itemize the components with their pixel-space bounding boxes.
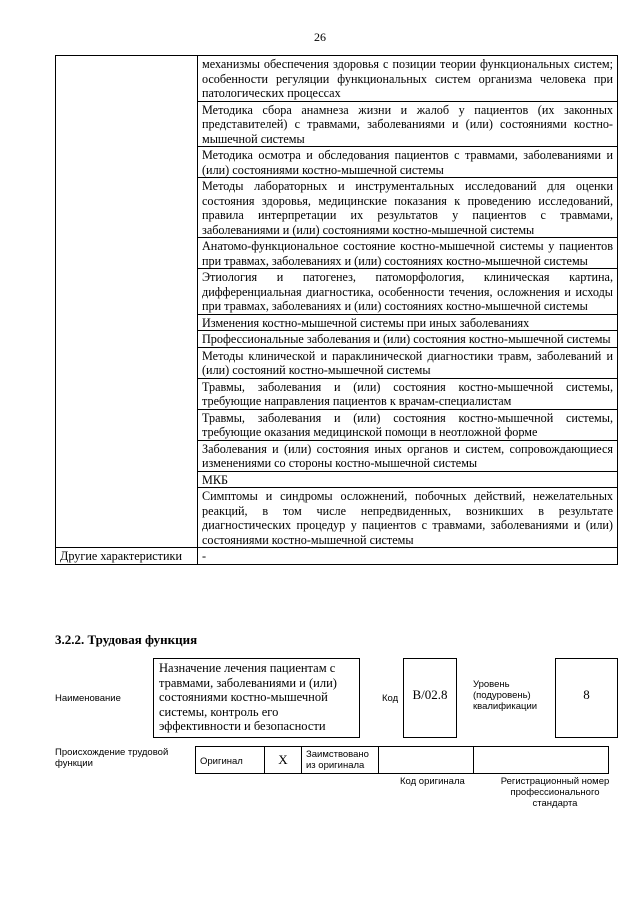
table-cell: Этиология и патогенез, патоморфология, клиническая картина, дифференциальная диагностика, особенности течения, осложнения и исходы при травмах, заболеваниях и (или) состояниях костно-мышечной системы [198, 269, 618, 315]
table-cell: Методика осмотра и обследования пациентов с травмами, заболеваниями и (или) состояниями костно-мышечной системы [198, 147, 618, 178]
knowledge-table [55, 55, 618, 565]
code-original-label: Код оригинала [400, 776, 465, 787]
origin-table [195, 746, 609, 774]
level-label: Уровень (подуровень) квалификации [473, 679, 538, 712]
code-label: Код [382, 693, 399, 704]
table-left-cell [56, 56, 198, 548]
table-row [56, 548, 618, 565]
borrowed-cell: Заимствовано из оригинала [302, 747, 379, 774]
function-code-box: B/02.8 [403, 658, 457, 738]
other-characteristics-label: Другие характеристики [56, 548, 198, 565]
name-label: Наименование [55, 693, 121, 704]
table-cell: Методика сбора анамнеза жизни и жалоб у пациентов (их законных представителей) с травмами, заболеваниями и (или) состояниями костно-мышечной системы [198, 101, 618, 147]
table-cell: Травмы, заболевания и (или) состояния костно-мышечной системы, требующие направления пациентов к врачам-специалистам [198, 378, 618, 409]
table-cell: Методы лабораторных и инструментальных исследований для оценки состояния здоровья, медицинские показания к проведению исследований, правила интерпретации их результатов у пациентов с травмами, заболеваниями и (или) состояниями костно-мышечной системы [198, 178, 618, 238]
table-cell: Заболевания и (или) состояния иных органов и систем, сопровождающиеся изменениями со стороны костно-мышечной системы [198, 440, 618, 471]
table-row [56, 56, 618, 102]
origin-label: Происхождение трудовой функции [55, 747, 169, 769]
level-box: 8 [555, 658, 618, 738]
other-characteristics-value: - [198, 548, 618, 565]
reg-number-label: Регистрационный номер профессионального стандарта [500, 776, 610, 809]
page-number: 26 [314, 30, 326, 44]
table-cell: Травмы, заболевания и (или) состояния костно-мышечной системы, требующие оказания медицинской помощи в неотложной форме [198, 409, 618, 440]
original-cell [196, 747, 265, 774]
function-name-box: Назначение лечения пациентам с травмами, заболеваниями и (или) состояниями костно-мышечной системы, контроль его эффективности и безопасности [153, 658, 360, 738]
table-cell: МКБ [198, 471, 618, 488]
table-cell: механизмы обеспечения здоровья с позиции теории функциональных систем; особенности регуляции функциональных систем организма человека при патологических процессах [198, 56, 618, 102]
original-label: Оригинал [200, 756, 243, 767]
table-cell: Методы клинической и параклинической диагностики травм, заболеваний и (или) состояний костно-мышечной системы [198, 347, 618, 378]
code-original-cell [379, 747, 474, 774]
table-cell: Симптомы и синдромы осложнений, побочных действий, нежелательных реакций, в том числе непредвиденных, возникших в результате диагностических процедур у пациентов с травмами, заболеваниями и (или) состояниями костно-мышечной системы [198, 488, 618, 548]
original-mark: X [265, 747, 302, 774]
reg-number-cell [474, 747, 609, 774]
table-cell: Изменения костно-мышечной системы при иных заболеваниях [198, 314, 618, 331]
table-cell: Анатомо-функциональное состояние костно-мышечной системы у пациентов при травмах, заболеваниях и (или) состояниях костно-мышечной системы [198, 238, 618, 269]
table-cell: Профессиональные заболевания и (или) состояния костно-мышечной системы [198, 331, 618, 348]
origin-row [196, 747, 609, 774]
section-title: 3.2.2. Трудовая функция [55, 632, 198, 647]
